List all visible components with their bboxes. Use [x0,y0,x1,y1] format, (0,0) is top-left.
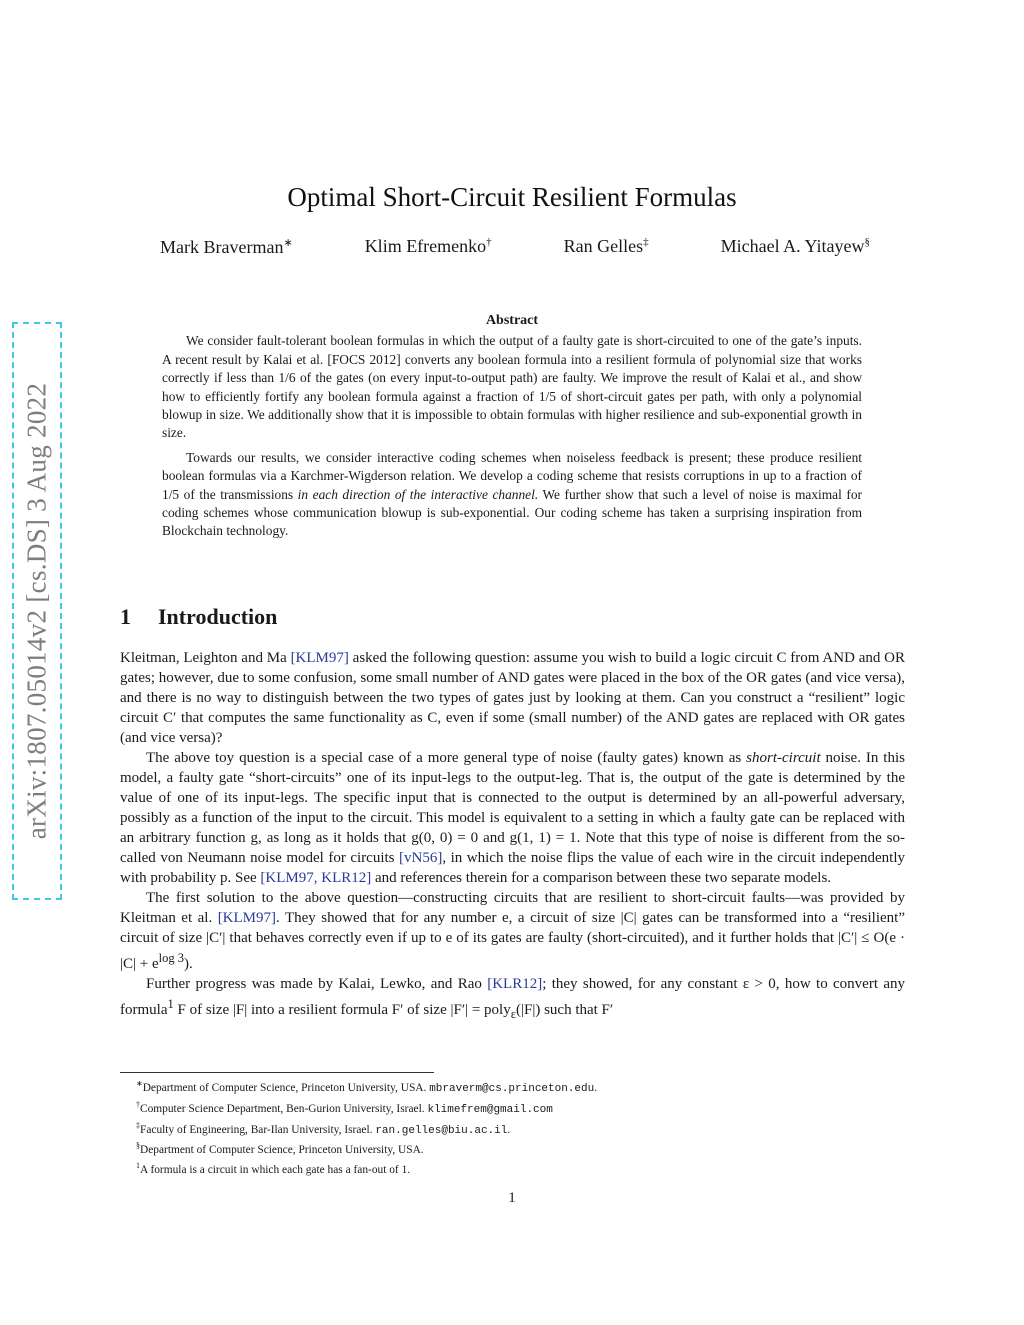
body-paragraph: The above toy question is a special case of a more general type of noise (faulty gates) known as short-circuit noise. In this model, a faulty gate “short-circuits” one of its input-legs to the output-leg. That is, the output of the gate is determined by the value of one of its input-legs. The specific input that is connected to the output is determined by an all-powerful adversary, possibly as a function of the input to the circuit. This model is equivalent to a setting in which a faulty gate can be replaced with an arbitrary function g, as long as it holds that g(0, 0) = 0 and g(1, 1) = 1. Note that this type of noise is different from the so-called von Neumann noise model for circuits [vN56], in which the noise flips the value of each wire in the circuit independently with probability p. See [KLM97, KLR12] and references therein for a comparison between these two separate models. [120,750,905,886]
paper-title: Optimal Short-Circuit Resilient Formulas [287,182,737,212]
author: Klim Efremenko† [364,236,492,256]
arxiv-identifier-stamp[interactable] [12,322,62,900]
citation-link[interactable]: [KLM97] [217,910,277,926]
body-paragraph: The first solution to the above question—constructing circuits that are resilient to short-circuit faults—was provided by Kleitman et al. [KLM97]. They showed that for any number e, a circuit of size |C| gates can be transformed into a “resilient” circuit of size |C′| that behaves correctly even if up to e of its gates are faulty (short-circuited), and it further holds that $|C'| \le O(e \cdot |C| + e^{log 3})$. [120,890,905,972]
footnote-divider [120,1072,434,1073]
section-heading [120,604,277,630]
footnote-marker[interactable]: 1 [167,997,174,1011]
citation-link[interactable]: [KLR12] [487,976,543,992]
introduction-body [120,648,905,1024]
footnote: $^1$A formula is a circuit in which each gate has a fan-out of 1. [136,1161,411,1176]
citation-link[interactable]: [vN56] [399,850,443,866]
email-link[interactable]: klimefrem@gmail.com [427,1103,553,1116]
citation-link[interactable]: [KLM97, KLR12] [260,870,372,886]
author-list [160,236,870,258]
footnotes [136,1076,896,1178]
author: Michael A. Yitayew§ [720,236,870,256]
arxiv-identifier-text: arXiv:1807.05014v2 [cs.DS] 3 Aug 2022 [21,382,52,840]
section-title: Introduction [158,604,278,629]
email-link[interactable]: mbraverm@cs.princeton.edu [429,1082,595,1095]
footnote: ‡Faculty of Engineering, Bar-Ilan University, Israel. ran.gelles@biu.ac.il. [136,1120,511,1137]
email-link[interactable]: ran.gelles@biu.ac.il [375,1124,508,1137]
section-number: 1 [120,604,131,629]
author: Ran Gelles‡ [563,236,649,256]
body-paragraph: Kleitman, Leighton and Ma [KLM97] asked the following question: assume you wish to build a logic circuit C from AND and OR gates; however, due to some confusion, some small number of AND gates were placed in the box of the OR gates (and vice versa), and there is no way to distinguish between the two types of gates just by looking at them. Can you construct a “resilient” logic circuit C′ that computes the same functionality as C, even if some (small number) of the AND gates are replaced with OR gates (and vice versa)? [120,650,905,746]
citation-link[interactable]: [KLM97] [290,650,349,666]
footnote: ∗Department of Computer Science, Princeton University, USA. mbraverm@cs.princeton.edu. [136,1079,598,1095]
page-number: 1 [508,1190,516,1206]
abstract [162,312,862,547]
abstract-heading: Abstract [485,313,539,328]
footnote: †Computer Science Department, Ben-Gurion University, Israel. klimefrem@gmail.com [136,1099,553,1116]
author: Mark Braverman∗ [160,237,293,257]
abstract-paragraph: We consider fault-tolerant boolean formulas in which the output of a faulty gate is short-circuited to one of the gate’s inputs. A recent result by Kalai et al. [FOCS 2012] converts any boolean formula into a resilient formula of polynomial size that works correctly if less than 1/6 of the gates (on every input-to-output path) are faulty. We improve the result of Kalai et al., and show how to efficiently fortify any boolean formula against a fraction of 1/5 of short-circuit gates per path, with only a polynomial blowup in size. We additionally show that it is impossible to obtain formulas with higher resilience and sub-exponential growth in size. [162,333,862,441]
body-paragraph: Further progress was made by Kalai, Lewko, and Rao [KLR12]; they showed, for any constant ε > 0, how to convert any formula$^1$ F of size |F| into a resilient formula F′ of size |F′| = poly$_\varepsilon$(|F|) such that F′ [120,976,905,1021]
abstract-paragraph: Towards our results, we consider interactive coding schemes when noiseless feedback is present; these produce resilient boolean formulas via a Karchmer-Wigderson relation. We develop a coding scheme that resists corruptions in up to a fraction of 1/5 of the transmissions in each direction of the interactive channel. We further show that such a level of noise is maximal for coding schemes whose communication blowup is sub-exponential. Our coding scheme has taken a surprising inspiration from Blockchain technology. [162,449,862,539]
footnote: §Department of Computer Science, Princeton University, USA. [136,1141,424,1157]
